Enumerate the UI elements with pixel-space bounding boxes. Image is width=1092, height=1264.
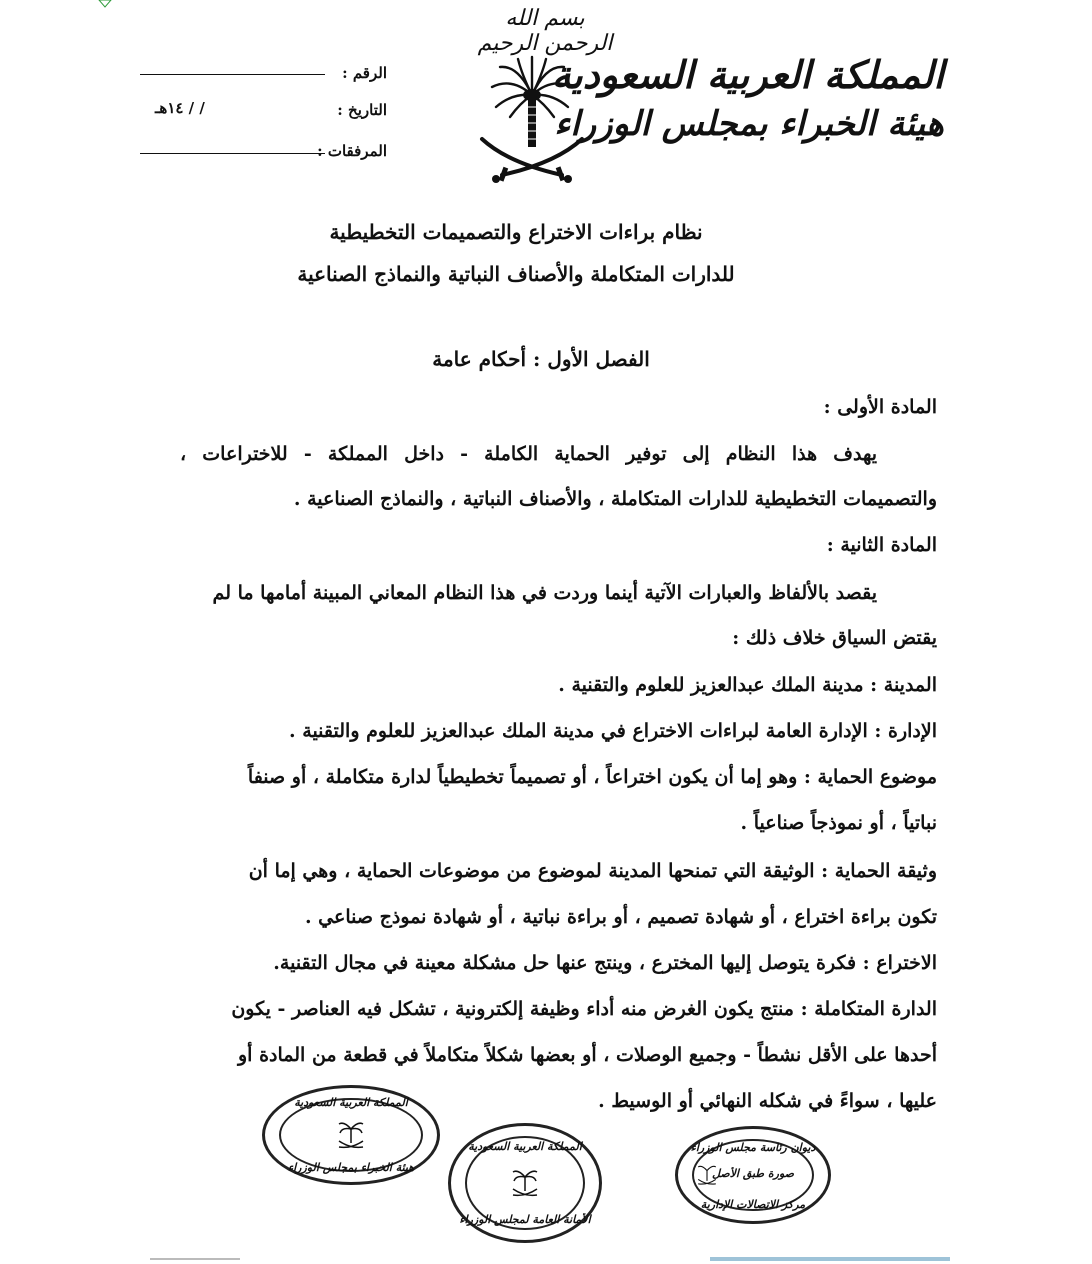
attachments-field-line (140, 153, 325, 154)
article2-text-line1: يقصد بالألفاظ والعبارات الآتية أينما وردت في هذا النظام المعاني المبينة أمامها ما لم (212, 582, 877, 604)
article2-text-line2: يقتض السياق خلاف ذلك : (732, 627, 937, 649)
stamp3-middle-text: صورة طبق الأصل (711, 1167, 794, 1180)
stamp3-bottom-text: مركز الاتصالات الإدارية (700, 1198, 806, 1211)
number-field-line (140, 74, 325, 75)
document-title-line1: نظام براءات الاختراع والتصميمات التخطيطية (329, 220, 703, 244)
document-title-line2: للدارات المتكاملة والأصناف النباتية والنماذج الصناعية (297, 262, 735, 286)
basmala-heading: بسم الله الرحمن الرحيم (477, 6, 613, 56)
definition-subject-line2: نباتياً ، أو نموذجاً صناعياً . (740, 812, 937, 834)
date-label: التاريخ : (337, 101, 387, 119)
definition-invention: الاختراع : فكرة يتوصل إليها المخترع ، وينتج عنها حل مشكلة معينة في مجال التقنية. (273, 952, 937, 974)
council-experts-stamp (262, 1085, 440, 1185)
palm-swords-icon (510, 1167, 540, 1199)
article1-heading: المادة الأولى : (823, 396, 937, 418)
general-secretariat-stamp (448, 1123, 602, 1243)
definition-circuit-line3: عليها ، سواءً في شكله النهائي أو الوسيط . (598, 1090, 937, 1112)
attachments-label: المرفقات : (317, 142, 387, 160)
stamp3-top-text: ديوان رئاسة مجلس الوزراء (690, 1141, 816, 1154)
scan-edge-strip (150, 1257, 950, 1261)
stamp1-top-text: المملكة العربية السعودية (294, 1096, 408, 1109)
kingdom-name: المملكة العربية السعودية (551, 52, 944, 97)
article1-text-line1: يهدف هذا النظام إلى توفير الحماية الكاملة - داخل المملكة - للاختراعات ، (180, 443, 877, 465)
definition-administration: الإدارة : الإدارة العامة لبراءات الاختراع في مدينة الملك عبدالعزيز للعلوم والتقنية . (289, 720, 937, 742)
saudi-emblem-icon (478, 55, 586, 190)
date-value: / / ١٤هـ (155, 99, 205, 117)
definition-circuit-line2: أحدها على الأقل نشطاً - وجميع الوصلات ، أو بعضها شكلاً متكاملاً في قطعة من المادة أو (238, 1044, 937, 1066)
chapter-heading: الفصل الأول : أحكام عامة (432, 347, 650, 371)
article1-text-line2: والتصميمات التخطيطية للدارات المتكاملة ، والأصناف النباتية ، والنماذج الصناعية . (293, 488, 937, 510)
council-name: هيئة الخبراء بمجلس الوزراء (554, 104, 944, 144)
stamp2-bottom-text: الأمانة العامة لمجلس الوزراء (459, 1213, 591, 1226)
palm-swords-icon (336, 1119, 366, 1151)
number-label: الرقم : (342, 64, 387, 82)
palm-swords-icon (696, 1163, 718, 1187)
definition-document-line2: تكون براءة اختراع ، أو شهادة تصميم ، أو براءة نباتية ، أو شهادة نموذج صناعي . (304, 906, 937, 928)
definition-document-line1: وثيقة الحماية : الوثيقة التي تمنحها المدينة لموضوع من موضوعات الحماية ، وهي إما أن (248, 860, 937, 882)
stamp2-top-text: المملكة العربية السعودية (468, 1140, 582, 1153)
definition-circuit-line1: الدارة المتكاملة : منتج يكون الغرض منه أداء وظيفة إلكترونية ، تشكل فيه العناصر - يكون (231, 998, 937, 1020)
definition-city: المدينة : مدينة الملك عبدالعزيز للعلوم والتقنية . (558, 674, 937, 696)
definition-subject-line1: موضوع الحماية : وهو إما أن يكون اختراعاً ، أو تصميماً تخطيطياً لدارة متكاملة ، أو صنفاً (247, 766, 937, 788)
corner-mark (98, 0, 112, 8)
true-copy-stamp (675, 1126, 831, 1224)
stamp1-bottom-text: هيئة الخبراء بمجلس الوزراء (287, 1161, 415, 1174)
article2-heading: المادة الثانية : (826, 534, 937, 556)
